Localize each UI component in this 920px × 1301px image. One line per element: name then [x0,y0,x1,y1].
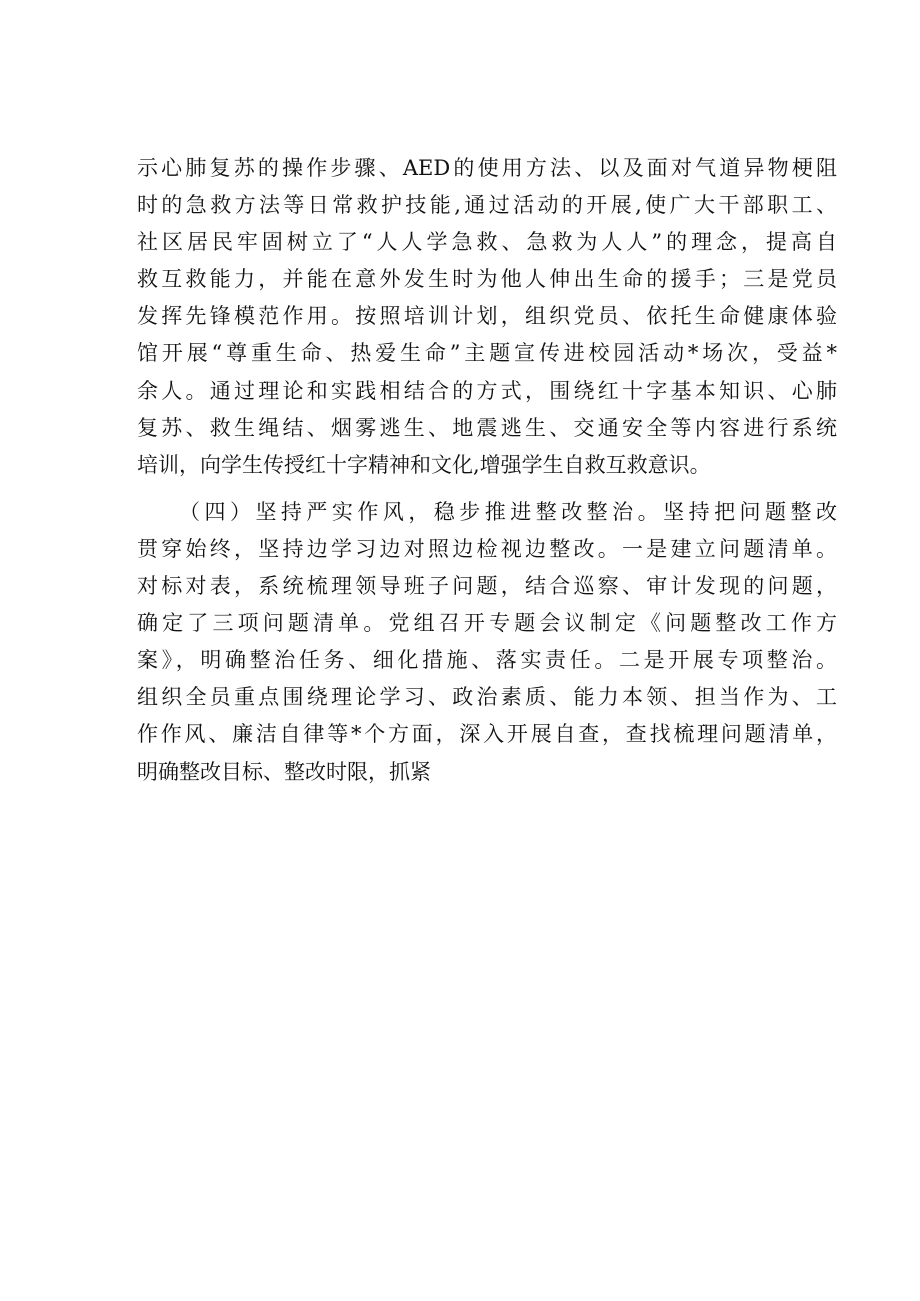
paragraph-line: 发挥先锋模范作用。按照培训计划，组织党员、依托生命健康体验 [137,304,837,329]
paragraph-line: 作作风、廉洁自律等*个方面，深入开展自查，查找梳理问题清单， [137,722,837,747]
paragraph-line: 馆开展“尊重生命、热爱生命”主题宣传进校园活动*场次，受益* [137,341,837,366]
paragraph-line: （四）坚持严实作风，稳步推进整改整治。坚持把问题整改 [179,499,837,524]
paragraph-line: 组织全员重点围绕理论学习、政治素质、能力本领、担当作为、工 [137,685,837,710]
paragraph-line: 复苏、救生绳结、烟雾逃生、地震逃生、交通安全等内容进行系统 [137,415,837,440]
paragraph-line: 余人。通过理论和实践相结合的方式，围绕红十字基本知识、心肺 [137,378,837,403]
paragraph-line: 贯穿始终，坚持边学习边对照边检视边整改。一是建立问题清单。 [137,536,837,561]
document-body [137,150,837,791]
paragraph-line: 案》，明确整治任务、细化措施、落实责任。二是开展专项整治。 [137,648,837,673]
paragraph-line: 社区居民牢固树立了“人人学急救、急救为人人”的理念，提高自 [137,230,837,255]
paragraph-line: 明确整改目标、整改时限，抓紧 [137,759,431,784]
paragraph-line: 对标对表，系统梳理领导班子问题，结合巡察、审计发现的问题， [137,574,837,599]
paragraph-spacer [137,484,837,494]
paragraph-line: 救互救能力，并能在意外发生时为他人伸出生命的援手；三是党员 [137,267,837,292]
paragraph-line: 培训，向学生传授红十字精神和文化,增强学生自救互救意识。 [137,452,711,477]
paragraph-line: 确定了三项问题清单。党组召开专题会议制定《问题整改工作方 [137,611,837,636]
paragraph-line: 时的急救方法等日常救护技能,通过活动的开展,使广大干部职工、 [137,193,837,218]
paragraph-2 [137,494,837,791]
paragraph-1 [137,150,837,484]
paragraph-line: 示心肺复苏的操作步骤、AED的使用方法、以及面对气道异物梗阻 [137,156,837,180]
